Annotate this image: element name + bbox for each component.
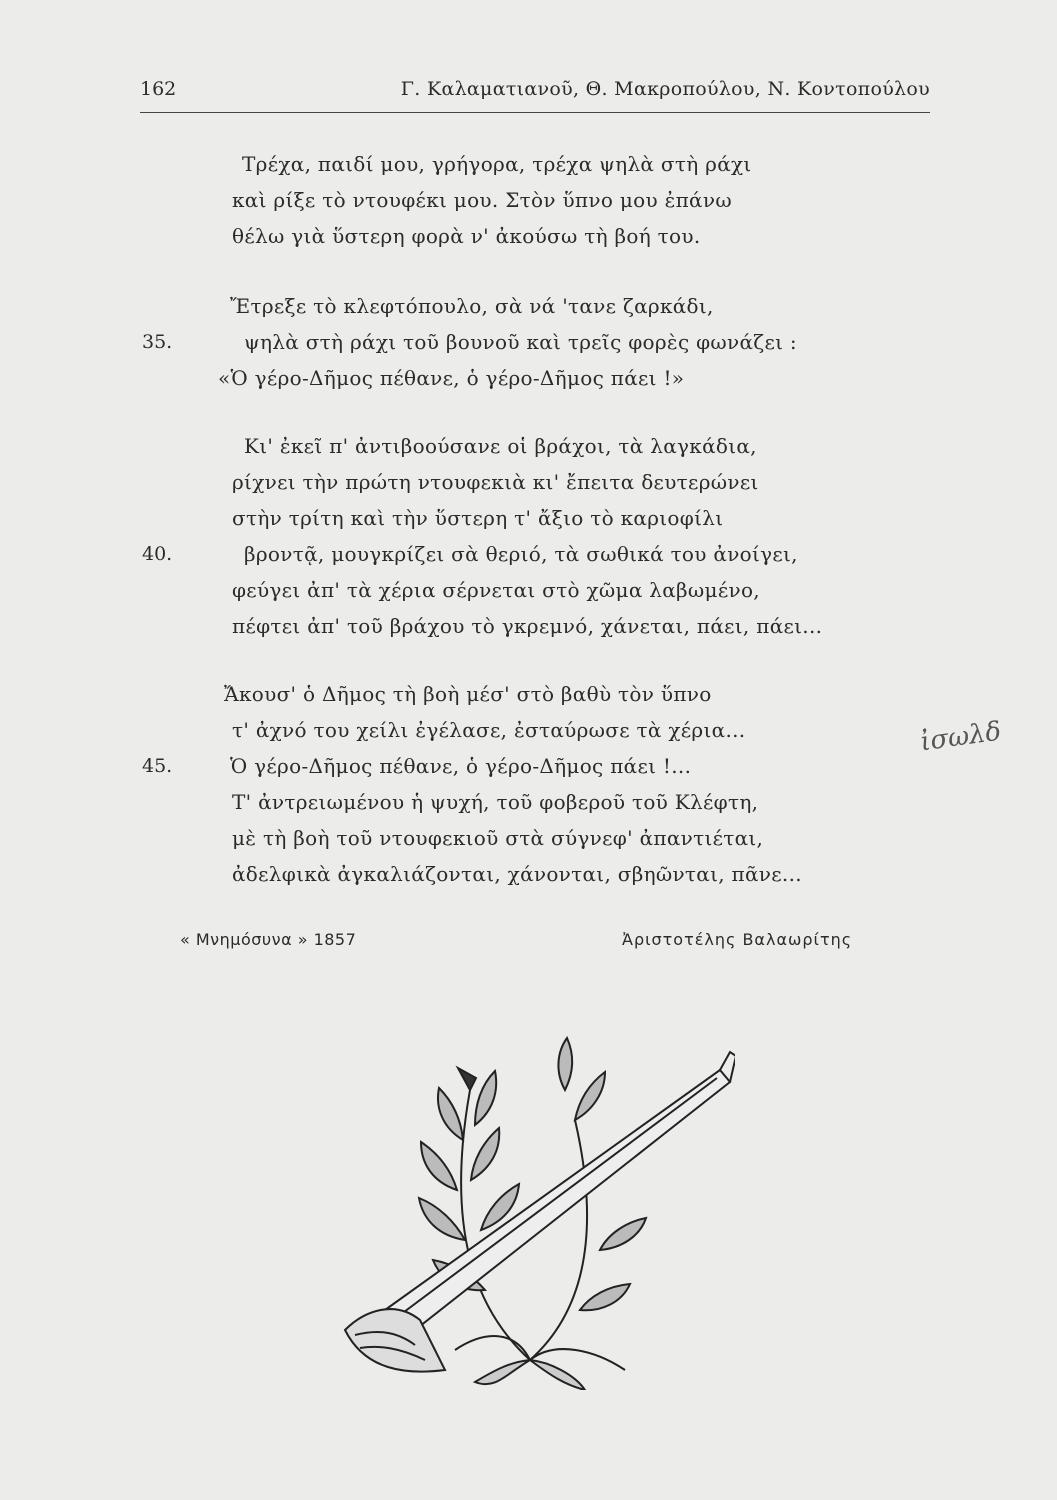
rifle-laurel-wreath-illustration <box>325 1030 735 1390</box>
verse-line: Τρέχα, παιδί μου, γρήγορα, τρέχα ψηλὰ στὴ ράχι <box>242 152 752 176</box>
verse-line: καὶ ρίξε τὸ ντουφέκι μου. Στὸν ὕπνο μου ἐπάνω <box>232 188 732 212</box>
header-rule <box>140 112 930 113</box>
poem-source: « Μνημόσυνα » 1857 <box>180 930 357 949</box>
handwritten-margin-note: ἰσωλδ <box>918 716 1003 758</box>
verse-line: θέλω γιὰ ὕστερη φορὰ ν' ἀκούσω τὴ βοή του. <box>232 224 701 248</box>
poem-author: Ἀριστοτέλης Βαλαωρίτης <box>622 930 853 949</box>
running-head: Γ. Καλαματιανοῦ, Θ. Μακροπούλου, Ν. Κοντοπούλου <box>400 78 930 100</box>
verse-line: ψηλὰ στὴ ράχι τοῦ βουνοῦ καὶ τρεῖς φορὲς φωνάζει : <box>244 330 797 354</box>
verse-line: τ' ἀχνό του χείλι ἐγέλασε, ἐσταύρωσε τὰ χέρια... <box>232 718 746 742</box>
verse-line: βροντᾷ, μουγκρίζει σὰ θεριό, τὰ σωθικά του ἀνοίγει, <box>244 542 798 566</box>
verse-line: ρίχνει τὴν πρώτη ντουφεκιὰ κι' ἔπειτα δευτερώνει <box>232 470 759 494</box>
line-number: 40. <box>142 543 173 565</box>
verse-line: πέφτει ἀπ' τοῦ βράχου τὸ γκρεμνό, χάνεται, πάει, πάει... <box>232 614 823 638</box>
verse-line: Τ' ἀντρειωμένου ἡ ψυχή, τοῦ φοβεροῦ τοῦ Κλέφτη, <box>232 790 759 814</box>
verse-line: φεύγει ἀπ' τὰ χέρια σέρνεται στὸ χῶμα λαβωμένο, <box>232 578 760 602</box>
line-number: 35. <box>142 331 173 353</box>
verse-line: ἀδελφικὰ ἀγκαλιάζονται, χάνονται, σβηῶνται, πᾶνε... <box>232 862 802 886</box>
line-number: 45. <box>142 755 173 777</box>
page-header <box>140 78 930 108</box>
page-number: 162 <box>140 78 177 100</box>
verse-line: Ὁ γέρο-Δῆμος πέθανε, ὁ γέρο-Δῆμος πάει !... <box>230 754 692 778</box>
verse-line: Κι' ἐκεῖ π' ἀντιβοούσανε οἱ βράχοι, τὰ λαγκάδια, <box>244 434 757 458</box>
verse-line: Ἔτρεξε τὸ κλεφτόπουλο, σὰ νά 'τανε ζαρκάδι, <box>230 294 714 318</box>
verse-line: Ἄκουσ' ὁ Δῆμος τὴ βοὴ μέσ' στὸ βαθὺ τὸν ὕπνο <box>224 682 712 706</box>
verse-line: στὴν τρίτη καὶ τὴν ὕστερη τ' ἄξιο τὸ καριοφίλι <box>232 506 724 530</box>
verse-line: «Ὁ γέρο-Δῆμος πέθανε, ὁ γέρο-Δῆμος πάει !» <box>218 366 685 390</box>
verse-line: μὲ τὴ βοὴ τοῦ ντουφεκιοῦ στὰ σύγνεφ' ἀπαντιέται, <box>232 826 764 850</box>
